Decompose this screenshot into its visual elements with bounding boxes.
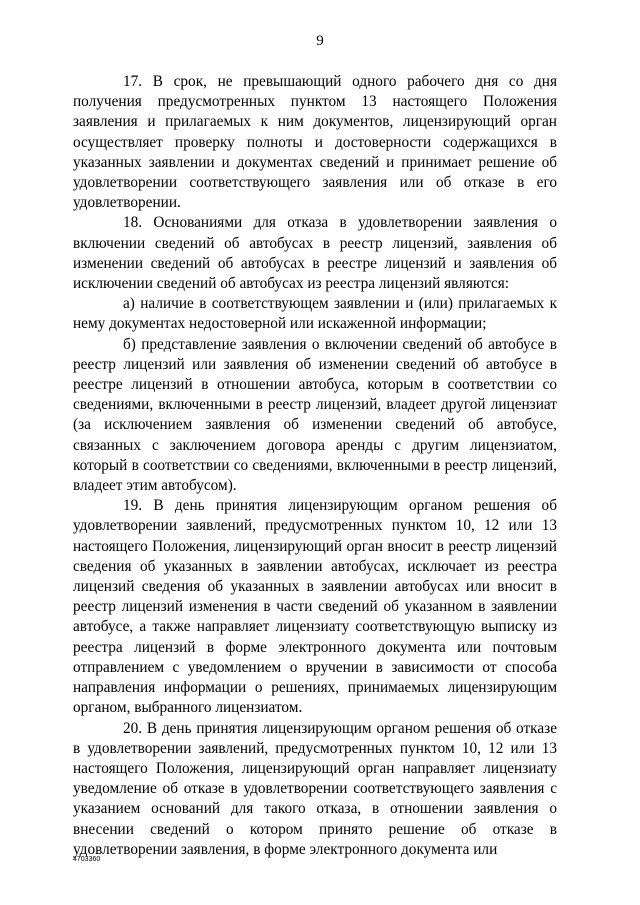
- paragraph-17: 17. В срок, не превышающий одного рабочего дня со дня получения предусмотренных пунктом 13 настоящего Положения заявления и прилагаемых к ним документов, лицензирующий орган осуществляет проверку полноты и достоверности содержащихся в указанных заявлении и документах сведений и принимает решение об удовлетворении соответствующего заявления или об отказе в его удовлетворении.: [73, 73, 557, 212]
- paragraph-18: 18. Основаниями для отказа в удовлетворении заявления о включении сведений об автобусах в реестр лицензий, заявления об изменении сведений об автобусах в реестре лицензий и заявления об исключении сведений об автобусах из реестра лицензий являются:: [73, 214, 557, 293]
- page-number: 9: [316, 33, 324, 49]
- document-code: 4703360: [73, 856, 101, 863]
- paragraph-20: 20. В день принятия лицензирующим органом решения об отказе в удовлетворении заявлений, предусмотренных пунктом 10, 12 или 13 настоящего Положения, лицензирующий орган направляет лицензиату уведомление об отказе в удовлетворении соответствующего заявления с указанием оснований для такого отказа, в отношении заявления о внесении сведений о котором принято решение об отказе в удовлетворении заявления, в форме электронного документа или: [73, 719, 557, 858]
- document-body: [73, 72, 557, 860]
- paragraph-19: 19. В день принятия лицензирующим органом решения об удовлетворении заявлений, предусмотренных пунктом 10, 12 или 13 настоящего Положения, лицензирующий орган вносит в реестр лицензий сведения об указанных в заявлении автобусах, исключает из реестра лицензий сведения об указанных в заявлении автобусах или вносит в реестр лицензий изменения в части сведений об указанном в заявлении автобусе, а также направляет лицензиату соответствующую выписку из реестра лицензий в форме электронного документа или почтовым отправлением с уведомлением о вручении в зависимости от способа направления информации о решениях, принимаемых лицензирующим органом, выбранного лицензиатом.: [73, 497, 557, 717]
- paragraph-18-b: б) представление заявления о включении сведений об автобусе в реестр лицензий или заявления об изменении сведений об автобусе в реестре лицензий в отношении автобуса, которым в соответствии со сведениями, включенными в реестр лицензий, владеет другой лицензиат (за исключением заявления об изменении сведений об автобусе, связанных с заключением договора аренды с другим лицензиатом, который в соответствии со сведениями, включенными в реестр лицензий, владеет этим автобусом).: [73, 335, 557, 495]
- paragraph-18-a: а) наличие в соответствующем заявлении и (или) прилагаемых к нему документах недостоверной или искаженной информации;: [73, 295, 557, 333]
